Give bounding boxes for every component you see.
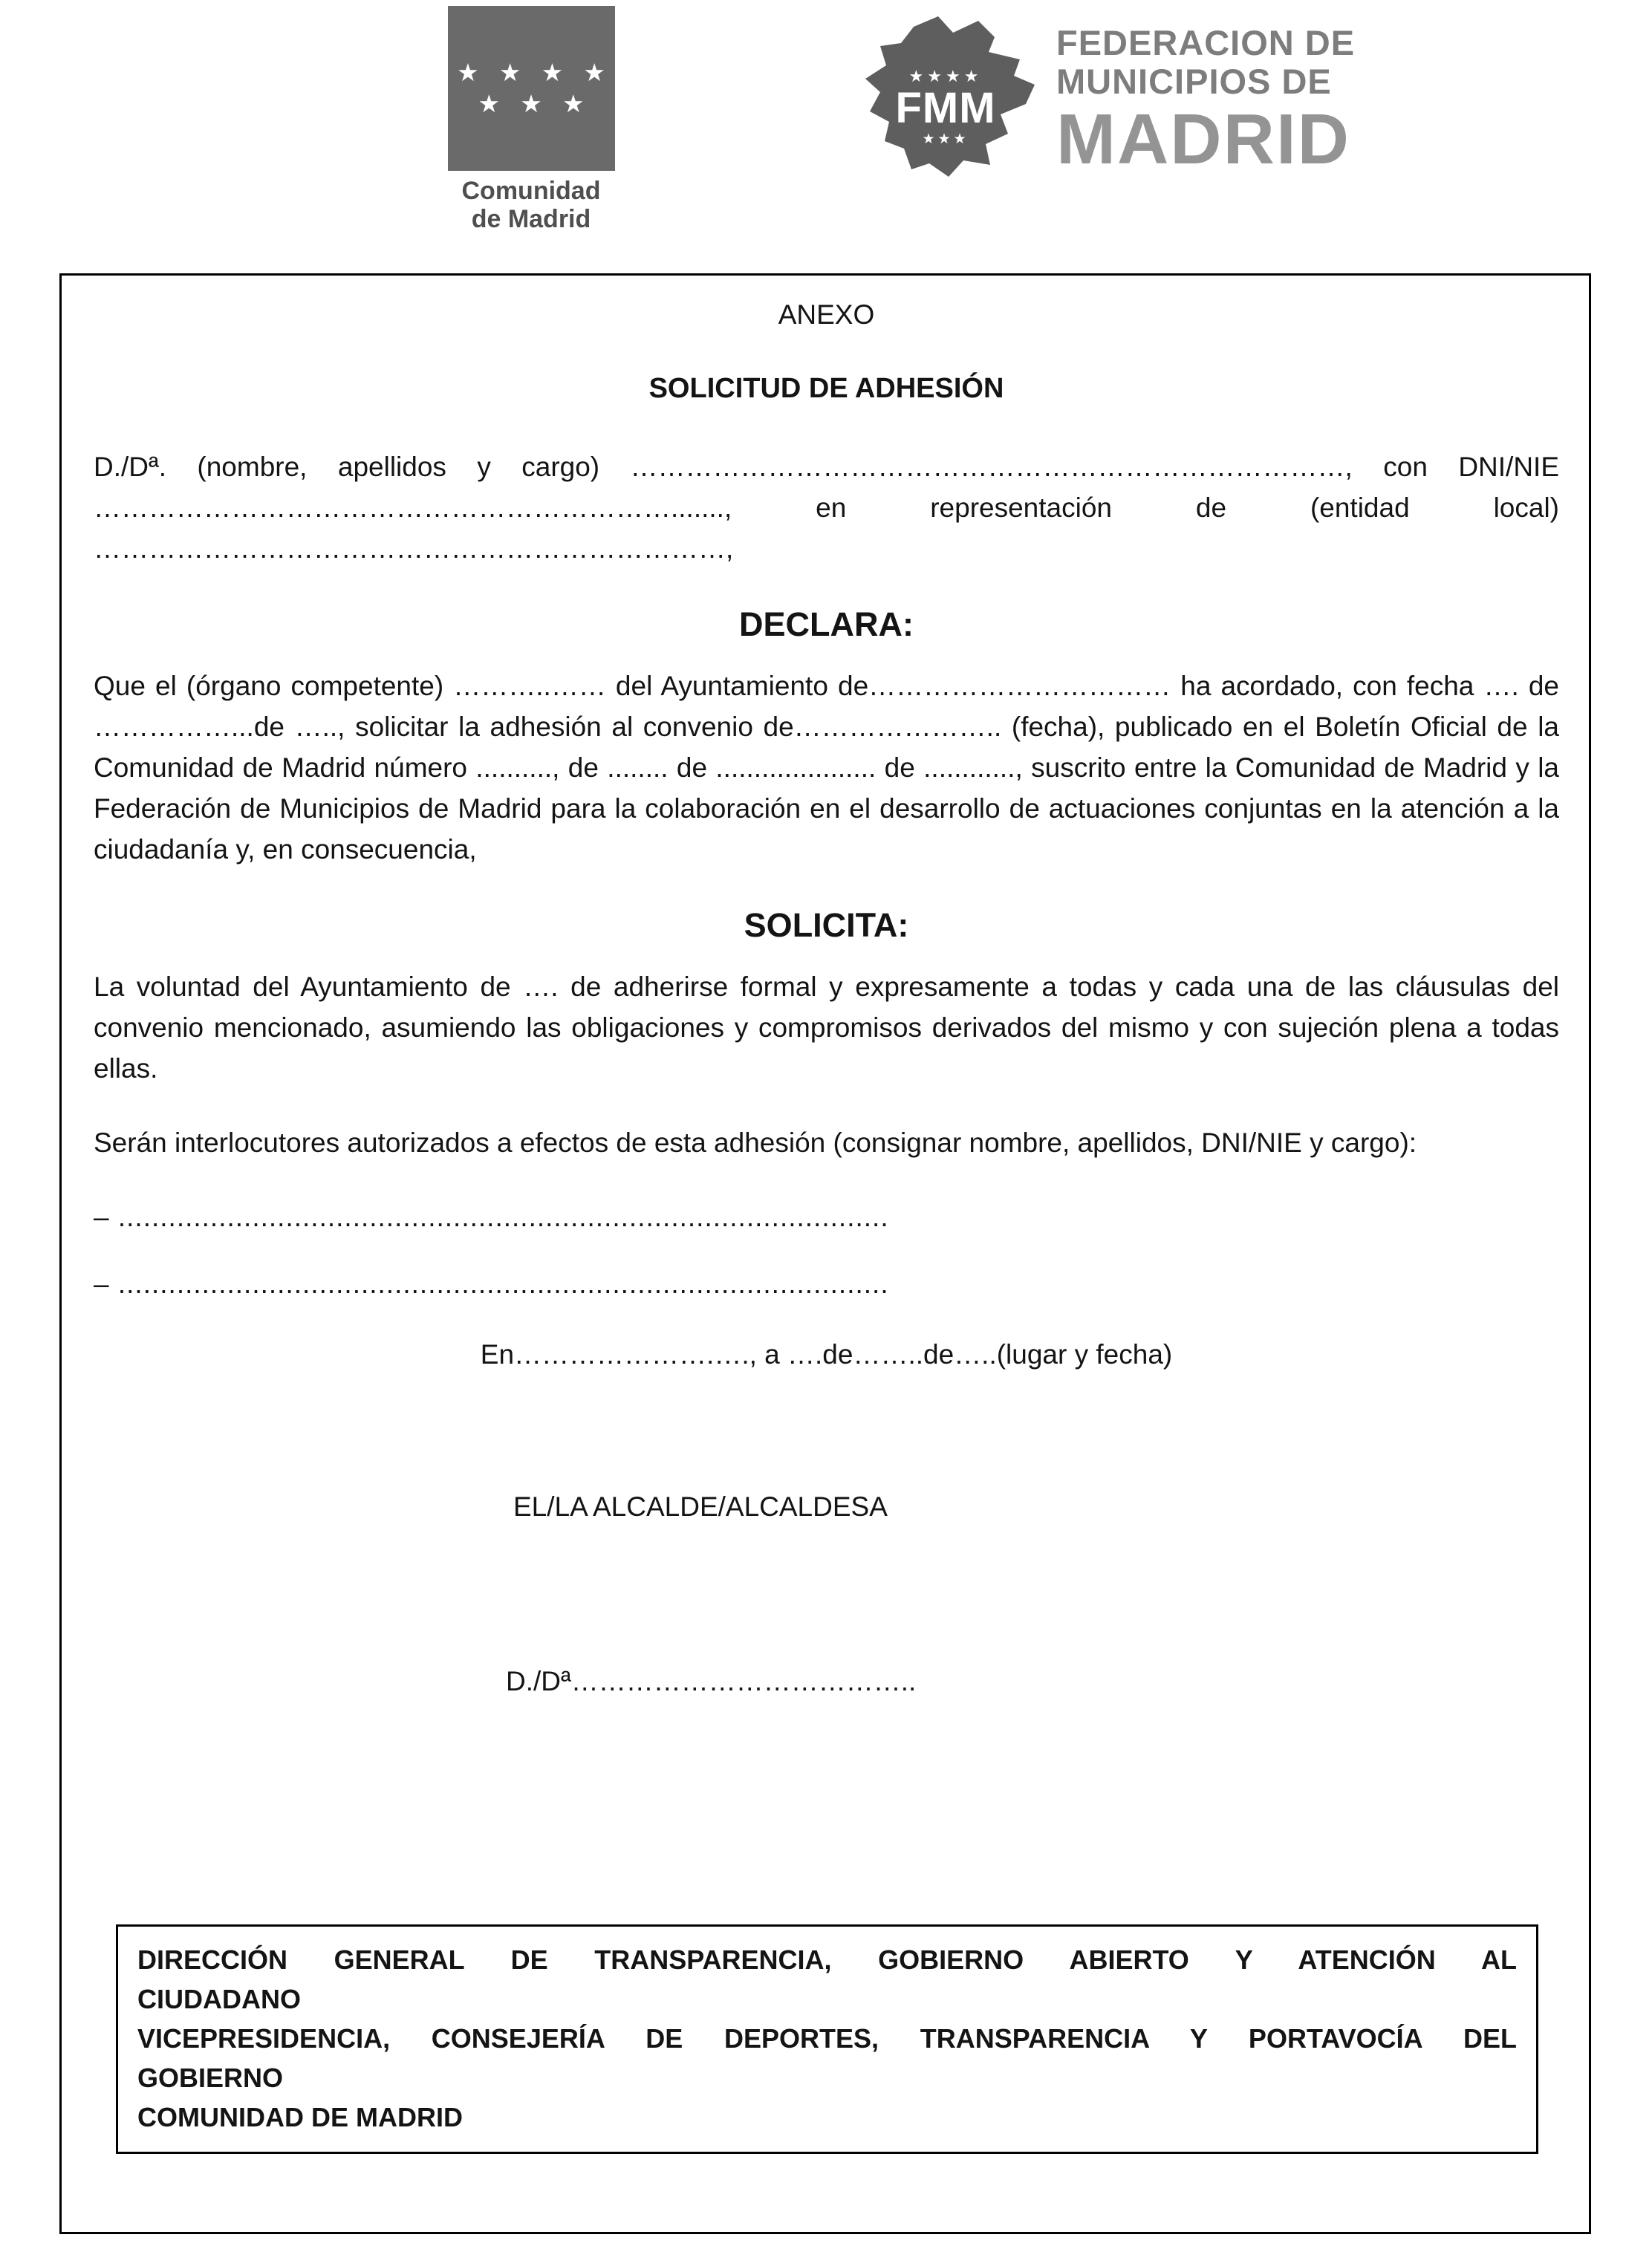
stars-row-icon: ★★★ [922, 131, 969, 147]
signature-title: EL/LA ALCALDE/ALCALDESA [513, 1491, 888, 1522]
solicita-paragraph: La voluntad del Ayuntamiento de …. de adherirse formal y expresamente a todas y cada una de las cláusulas del convenio mencionado, asumiendo las obligaciones y compromisos derivados del mismo y con sujeción plena a todas ellas. [94, 971, 1559, 1084]
solicita-heading: SOLICITA: [744, 906, 909, 944]
fill-in-line-2: – ............................................................................................ [94, 1269, 889, 1299]
fmm-org-name: MADRID [1056, 100, 1350, 179]
document-subtitle: SOLICITUD DE ADHESIÓN [648, 373, 1004, 404]
footer-line: VICEPRESIDENCIA, CONSEJERÍA DE DEPORTES, TRANSPARENCIA Y PORTAVOCÍA DEL [137, 2023, 1517, 2054]
fmm-org-line2: MUNICIPIOS DE [1056, 62, 1332, 101]
comunidad-de-madrid-logo [442, 6, 620, 233]
footer-line: COMUNIDAD DE MADRID [137, 2102, 463, 2132]
stars-row-icon: ★ ★ ★ ★ [457, 59, 612, 86]
document-title: ANEXO [778, 299, 875, 330]
stars-row-icon: ★ ★ ★ [478, 90, 591, 117]
fmm-acronym: FMM [895, 84, 996, 132]
footer-line: DIRECCIÓN GENERAL DE TRANSPARENCIA, GOBIERNO ABIERTO Y ATENCIÓN AL [137, 1944, 1517, 1975]
place-and-date-line: En………………….…., a ….de……..de…..(lugar y fecha) [480, 1339, 1173, 1370]
interlocutores-paragraph: Serán interlocutores autorizados a efectos de esta adhesión (consignar nombre, apellidos, DNI/NIE y cargo): [94, 1127, 1417, 1158]
fmm-logo [843, 7, 1378, 230]
department-footer-box [116, 1924, 1538, 2154]
declara-heading: DECLARA: [739, 605, 914, 643]
fill-in-line-1: – ............................................................................................ [94, 1202, 889, 1232]
comunidad-logo-text-line2: de Madrid [471, 205, 591, 233]
madrid-map-icon [843, 13, 1066, 199]
footer-line: CIUDADANO [137, 1984, 301, 2014]
fmm-org-line1: FEDERACION DE [1056, 23, 1356, 62]
fmm-acronym-block [879, 67, 1012, 149]
stars-row-icon: ★★★★ [908, 67, 983, 85]
document-body [59, 273, 1591, 2234]
comunidad-logo-text [442, 177, 620, 233]
comunidad-flag-icon [448, 6, 615, 171]
declara-paragraph: Que el (órgano competente) ………..…… del Ayuntamiento de…………………………… ha acordado, con fecha …. de ……………...de ….., solicitar la adhesión al convenio de………………….. (fecha), publicado en el Boletín Oficial de la Comunidad de Madrid número .........., de ........ de ..................... de ............, suscrito entre la Comunidad de Madrid y la Federación de Municipios de Madrid para la colaboración en el desarrollo de actuaciones conjuntas en la atención a la ciudadanía y, en consecuencia, [94, 671, 1559, 865]
fmm-logo-text [1056, 24, 1355, 177]
comunidad-logo-text-line1: Comunidad [461, 177, 601, 205]
footer-line: GOBIERNO [137, 2063, 284, 2093]
intro-paragraph: D./Dª. (nombre, apellidos y cargo) ……………………………………………………………………, con DNI/NIE ………………………………………………………......., en representación de (entidad local) ……………………………………………………………, [94, 452, 1559, 564]
signature-name-line: D./Dª……………………………….. [506, 1666, 917, 1696]
